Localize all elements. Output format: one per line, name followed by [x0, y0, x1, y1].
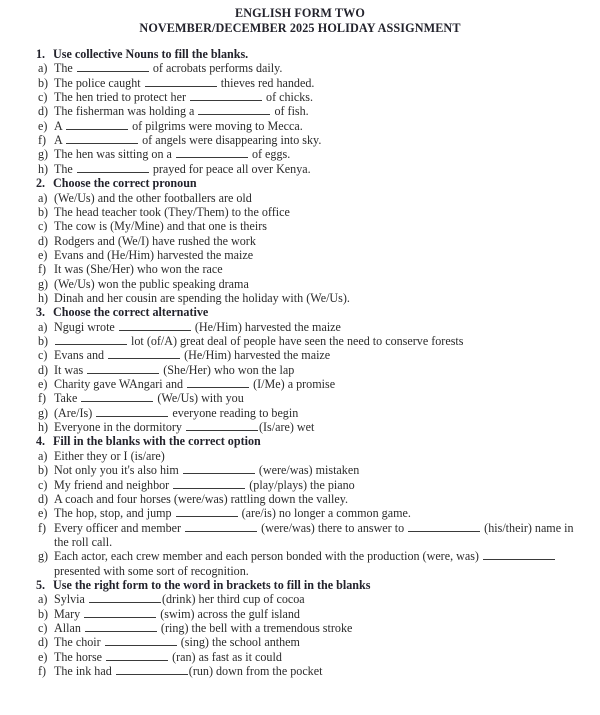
item-letter: e)	[38, 506, 48, 521]
answer-blank[interactable]	[105, 635, 177, 646]
item-letter: c)	[38, 219, 48, 234]
item-letter: a)	[38, 448, 48, 463]
item-letter: e)	[38, 649, 48, 664]
section-heading	[14, 434, 586, 448]
item-text-post: (run) down from the pocket	[188, 664, 323, 679]
item-letter: f)	[38, 520, 47, 535]
item-text	[54, 334, 586, 348]
question-item	[14, 549, 586, 578]
answer-blank[interactable]	[84, 607, 156, 618]
question-item	[14, 607, 586, 621]
item-text-post: (play/plays) the piano	[246, 477, 355, 492]
document-title	[14, 6, 586, 35]
question-item	[14, 191, 586, 205]
item-text-pre: Everyone in the dormitory	[54, 420, 185, 435]
section-heading	[14, 305, 586, 319]
answer-blank[interactable]	[183, 463, 255, 474]
item-text-pre: A	[54, 118, 66, 133]
question-item	[14, 506, 586, 520]
question-item	[14, 119, 586, 133]
item-text	[54, 147, 586, 161]
section-number: 5.	[36, 577, 46, 592]
sections-container	[14, 47, 586, 678]
question-item	[14, 406, 586, 420]
item-text-mid: (were/was) there to answer to	[258, 520, 408, 535]
item-letter: c)	[38, 348, 48, 363]
question-item	[14, 621, 586, 635]
answer-blank[interactable]	[55, 334, 127, 345]
answer-blank[interactable]	[85, 621, 157, 632]
item-text-pre: The hop, stop, and jump	[54, 506, 175, 521]
item-letter: d)	[38, 635, 49, 650]
item-letter: g)	[38, 549, 49, 564]
item-letter: e)	[38, 247, 48, 262]
item-letter: c)	[38, 477, 48, 492]
item-text-pre: Evans and (He/Him) harvested the maize	[54, 247, 254, 262]
question-item	[14, 104, 586, 118]
item-text-post: thieves red handed.	[217, 75, 315, 90]
item-text-post: everyone reading to begin	[169, 405, 299, 420]
answer-blank[interactable]	[77, 162, 149, 173]
question-item	[14, 147, 586, 161]
section-heading-text: Choose the correct alternative	[53, 305, 209, 320]
item-letter: a)	[38, 190, 48, 205]
item-text-pre: Allan	[54, 621, 84, 636]
item-text	[54, 191, 586, 205]
item-text	[54, 162, 586, 176]
item-text	[54, 61, 586, 75]
item-text-post: (ring) the bell with a tremendous stroke	[157, 621, 353, 636]
item-text-pre: The	[54, 161, 76, 176]
item-text	[54, 664, 586, 678]
title-line-2: NOVEMBER/DECEMBER 2025 HOLIDAY ASSIGNMENT	[139, 20, 461, 35]
answer-blank[interactable]	[145, 76, 217, 87]
item-text	[54, 205, 586, 219]
item-text-pre: Evans and	[54, 348, 108, 363]
item-text	[54, 621, 586, 635]
question-item	[14, 449, 586, 463]
item-text-pre: Not only you it's also him	[54, 463, 182, 478]
answer-blank[interactable]	[173, 478, 245, 489]
item-text	[54, 650, 586, 664]
question-item	[14, 463, 586, 477]
item-text-pre: My friend and neighbor	[54, 477, 173, 492]
answer-blank[interactable]	[106, 650, 168, 661]
item-letter: a)	[38, 592, 48, 607]
section-heading-text: Use collective Nouns to fill the blanks.	[53, 47, 249, 61]
question-item	[14, 133, 586, 147]
section-number: 4.	[36, 434, 46, 449]
item-text-pre: Rodgers and (We/I) have rushed the work	[54, 233, 256, 248]
item-text	[54, 277, 586, 291]
answer-blank[interactable]	[108, 348, 180, 359]
question-item	[14, 391, 586, 405]
item-text-pre: Every officer and member	[54, 520, 185, 535]
item-text-pre: Charity gave WAngari and	[54, 377, 187, 392]
item-text	[54, 549, 586, 578]
section-number: 1.	[36, 47, 46, 61]
item-letter: e)	[38, 377, 48, 392]
item-letter: b)	[38, 463, 49, 478]
item-text	[54, 607, 586, 621]
item-text-post: prayed for peace all over Kenya.	[149, 161, 311, 176]
item-text	[54, 420, 586, 434]
item-letter: g)	[38, 276, 49, 291]
question-item	[14, 291, 586, 305]
item-text-post: lot (of/A) great deal of people have seen the need to conserve forests	[128, 334, 464, 349]
answer-blank[interactable]	[96, 406, 168, 417]
question-item	[14, 420, 586, 434]
section-4	[14, 434, 586, 578]
question-item	[14, 650, 586, 664]
answer-blank[interactable]	[176, 506, 238, 517]
item-letter: d)	[38, 491, 49, 506]
section-heading-text: Fill in the blanks with the correct option	[53, 434, 261, 449]
item-text-pre: Ngugi wrote	[54, 319, 118, 334]
item-letter: d)	[38, 233, 49, 248]
answer-blank[interactable]	[119, 320, 191, 331]
item-text	[54, 635, 586, 649]
answer-blank[interactable]	[187, 377, 249, 388]
question-item	[14, 363, 586, 377]
section-heading	[14, 47, 586, 61]
section-heading	[14, 176, 586, 190]
item-text-post: (He/Him) harvested the maize	[191, 319, 341, 334]
item-text	[54, 104, 586, 118]
item-text-pre: The ink had	[54, 664, 115, 679]
answer-blank[interactable]	[176, 148, 248, 159]
answer-blank[interactable]	[408, 521, 480, 532]
item-letter: f)	[38, 133, 47, 148]
answer-blank[interactable]	[186, 420, 258, 431]
question-item	[14, 277, 586, 291]
item-letter: e)	[38, 118, 48, 133]
item-letter: d)	[38, 104, 49, 119]
item-text-pre: The hen was sitting on a	[54, 147, 175, 162]
item-text-pre: Each actor, each crew member and each person bonded with the production (were, was)	[54, 549, 482, 564]
item-letter: d)	[38, 362, 49, 377]
item-text	[54, 248, 586, 262]
item-letter: c)	[38, 90, 48, 105]
item-text-post: (sing) the school anthem	[177, 635, 300, 650]
section-3	[14, 305, 586, 434]
item-text	[54, 506, 586, 520]
item-letter: f)	[38, 664, 47, 679]
item-text	[54, 377, 586, 391]
item-letter: f)	[38, 391, 47, 406]
item-text	[54, 90, 586, 104]
item-text-pre: The hen tried to protect her	[54, 90, 189, 105]
question-item	[14, 162, 586, 176]
question-item	[14, 248, 586, 262]
item-letter: h)	[38, 290, 49, 305]
item-letter: f)	[38, 262, 47, 277]
answer-blank[interactable]	[87, 363, 159, 374]
section-heading-text: Use the right form to the word in brackets to fill in the blanks	[53, 577, 371, 592]
item-text	[54, 492, 586, 506]
section-5	[14, 578, 586, 678]
question-item	[14, 76, 586, 90]
section-1	[14, 47, 586, 176]
item-text	[54, 363, 586, 377]
item-text	[54, 449, 586, 463]
item-text-pre: (Are/Is)	[54, 405, 96, 420]
item-text-pre: Either they or I (is/are)	[54, 448, 165, 463]
item-text-post: (were/was) mistaken	[255, 463, 360, 478]
item-text	[54, 320, 586, 334]
item-text-post: (ran) as fast as it could	[169, 649, 282, 664]
item-letter: h)	[38, 420, 49, 435]
item-text	[54, 478, 586, 492]
item-text-pre: A coach and four horses (were/was) rattling down the valley.	[54, 491, 349, 506]
item-text	[54, 76, 586, 90]
answer-blank[interactable]	[66, 133, 138, 144]
question-item	[14, 348, 586, 362]
item-text-pre: Dinah and her cousin are spending the holiday with (We/Us).	[54, 290, 350, 305]
answer-blank[interactable]	[483, 549, 555, 560]
answer-blank[interactable]	[66, 119, 128, 130]
item-text-pre: It was	[54, 362, 87, 377]
item-text-post: of pilgrims were moving to Mecca.	[129, 118, 303, 133]
item-text	[54, 291, 586, 305]
answer-blank[interactable]	[77, 61, 149, 72]
answer-blank[interactable]	[116, 664, 188, 675]
item-text-post: (I/Me) a promise	[250, 377, 336, 392]
item-text-post: (We/Us) with you	[154, 391, 244, 406]
item-text-post: of chicks.	[263, 90, 314, 105]
item-text	[54, 463, 586, 477]
item-text	[54, 348, 586, 362]
item-text-post: of acrobats performs daily.	[149, 61, 283, 76]
item-text-pre: Mary	[54, 606, 84, 621]
item-text-post: (drink) her third cup of cocoa	[161, 592, 305, 607]
question-item	[14, 664, 586, 678]
item-text-pre: (We/Us) and the other footballers are old	[54, 190, 252, 205]
item-text	[54, 133, 586, 147]
item-letter: a)	[38, 319, 48, 334]
item-text	[54, 119, 586, 133]
item-text-post: (Is/are) wet	[258, 420, 315, 435]
item-letter: g)	[38, 405, 49, 420]
answer-blank[interactable]	[190, 90, 262, 101]
question-item	[14, 592, 586, 606]
answer-blank[interactable]	[185, 521, 257, 532]
item-text-pre: A	[54, 133, 66, 148]
answer-blank[interactable]	[81, 392, 153, 403]
title-line-1: ENGLISH FORM TWO	[234, 6, 366, 20]
question-item	[14, 492, 586, 506]
question-item	[14, 635, 586, 649]
item-text-post: (She/Her) who won the lap	[160, 362, 295, 377]
item-text-pre: The	[54, 61, 76, 76]
item-text	[54, 406, 586, 420]
item-text	[54, 391, 586, 405]
item-letter: g)	[38, 147, 49, 162]
item-text	[54, 234, 586, 248]
question-item	[14, 521, 586, 550]
item-letter: b)	[38, 334, 49, 349]
question-item	[14, 478, 586, 492]
item-text	[54, 521, 586, 550]
item-letter: b)	[38, 204, 49, 219]
item-letter: c)	[38, 621, 48, 636]
section-number: 2.	[36, 176, 46, 191]
item-text-pre: It was (She/Her) who won the race	[54, 262, 223, 277]
question-item	[14, 234, 586, 248]
answer-blank[interactable]	[198, 105, 270, 116]
item-text	[54, 262, 586, 276]
question-item	[14, 90, 586, 104]
question-item	[14, 377, 586, 391]
item-text	[54, 219, 586, 233]
item-text-pre: The police caught	[54, 75, 144, 90]
item-text-pre: Sylvia	[54, 592, 88, 607]
item-text-post: (swim) across the gulf island	[157, 606, 300, 621]
answer-blank[interactable]	[89, 592, 161, 603]
item-letter: b)	[38, 606, 49, 621]
item-text-pre: The head teacher took (They/Them) to the office	[54, 204, 290, 219]
question-item	[14, 262, 586, 276]
question-item	[14, 320, 586, 334]
question-item	[14, 61, 586, 75]
section-heading-text: Choose the correct pronoun	[53, 176, 197, 191]
item-text-pre: The choir	[54, 635, 104, 650]
item-text-post: presented with some sort of recognition.	[54, 563, 249, 578]
item-text-pre: Take	[54, 391, 81, 406]
item-letter: h)	[38, 161, 49, 176]
question-item	[14, 219, 586, 233]
item-text-post: (his/their) name in the roll call.	[54, 520, 574, 549]
question-item	[14, 205, 586, 219]
section-number: 3.	[36, 305, 46, 320]
item-text-pre: The horse	[54, 649, 106, 664]
question-item	[14, 334, 586, 348]
item-text-pre: (We/Us) won the public speaking drama	[54, 276, 249, 291]
item-text-post: of eggs.	[248, 147, 291, 162]
section-heading	[14, 578, 586, 592]
item-text-pre: The cow is (My/Mine) and that one is theirs	[54, 219, 267, 234]
item-text	[54, 592, 586, 606]
item-text-post: of fish.	[271, 104, 309, 119]
item-letter: a)	[38, 61, 48, 76]
item-letter: b)	[38, 75, 49, 90]
item-text-post: (He/Him) harvested the maize	[181, 348, 331, 363]
item-text-post: of angels were disappearing into sky.	[139, 133, 322, 148]
item-text-post: (are/is) no longer a common game.	[238, 506, 411, 521]
section-2	[14, 176, 586, 305]
item-text-pre: The fisherman was holding a	[54, 104, 198, 119]
